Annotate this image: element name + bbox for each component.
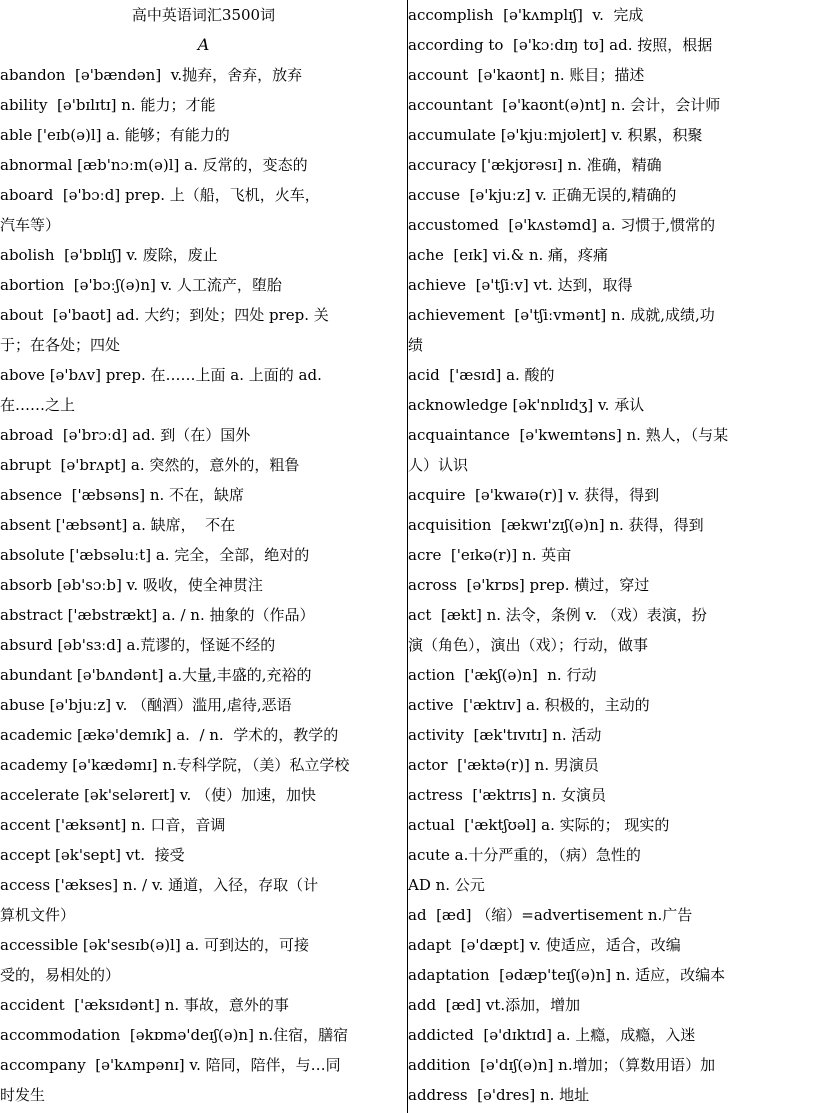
vocab-entry-line: accessible [ək'sesɪb(ə)l] a. 可到达的，可接 <box>0 936 309 954</box>
vocab-entry-line: AD n. 公元 <box>408 876 485 894</box>
vocab-entry-line: acquaintance [ə'kweɪntəns] n. 熟人，（与某 <box>408 426 729 444</box>
vocab-entry-line: addition [ə'dɪʃ(ə)n] n.增加；（算数用语）加 <box>408 1056 716 1074</box>
vocab-entry-line: accept [ək'sept] vt. 接受 <box>0 846 185 864</box>
vocab-entry-line: across [ə'krɒs] prep. 横过，穿过 <box>408 576 650 594</box>
vocab-entry-line: actor ['æktə(r)] n. 男演员 <box>408 756 599 774</box>
vocab-entry-line: 演（角色），演出（戏）；行动，做事 <box>408 636 649 654</box>
vocab-entry-line: 时发生 <box>0 1086 46 1104</box>
vocab-entry-line: acquire [ə'kwaɪə(r)] v. 获得，得到 <box>408 486 660 504</box>
vocab-entry-line: accelerate [ək'seləreɪt] v. （使）加速，加快 <box>0 786 316 804</box>
vocab-entry-line: able ['eɪb(ə)l] a. 能够；有能力的 <box>0 126 230 144</box>
vocab-entry-line: accuracy ['ækjʊrəsɪ] n. 准确，精确 <box>408 156 662 174</box>
vocab-entry-line: according to [ə'kɔːdɪŋ tʊ] ad. 按照，根据 <box>408 36 713 54</box>
vocab-entry-line: acid ['æsɪd] a. 酸的 <box>408 366 555 384</box>
vocab-entry-line: actual ['æktʃʊəl] a. 实际的； 现实的 <box>408 816 670 834</box>
vocab-entry-line: abundant [ə'bʌndənt] a.大量,丰盛的,充裕的 <box>0 666 312 684</box>
vocab-entry-line: abstract ['æbstrækt] a. / n. 抽象的（作品） <box>0 606 315 624</box>
vocab-entry-line: abroad [ə'brɔːd] ad. 到（在）国外 <box>0 426 251 444</box>
vocab-entry-line: accountant [ə'kaʊnt(ə)nt] n. 会计，会计师 <box>408 96 721 114</box>
vocab-entry-line: address [ə'dres] n. 地址 <box>408 1086 590 1104</box>
vocab-entry-line: actress ['æktrɪs] n. 女演员 <box>408 786 607 804</box>
vocab-entry-line: abolish [ə'bɒlɪʃ] v. 废除，废止 <box>0 246 218 264</box>
vocab-entry-line: accustomed [ə'kʌstəmd] a. 习惯于,惯常的 <box>408 216 716 234</box>
section-letter: A <box>197 35 210 54</box>
vocab-entry-line: acquisition [ækwɪ'zɪʃ(ə)n] n. 获得，得到 <box>408 516 704 534</box>
vocab-entry-line: 受的，易相处的） <box>0 966 121 984</box>
vocab-entry-line: about [ə'baʊt] ad. 大约；到处；四处 prep. 关 <box>0 306 329 324</box>
vocab-entry-line: aboard [ə'bɔːd] prep. 上（船，飞机，火车， <box>0 186 320 204</box>
vocab-entry-line: accommodation [əkɒmə'deɪʃ(ə)n] n.住宿，膳宿 <box>0 1026 349 1044</box>
vocab-entry-line: ache [eɪk] vi.& n. 痛，疼痛 <box>408 246 609 264</box>
vocab-entry-line: accumulate [ə'kjuːmjʊleɪt] v. 积累，积聚 <box>408 126 703 144</box>
vocab-entry-line: account [ə'kaʊnt] n. 账目；描述 <box>408 66 645 84</box>
page-title: 高中英语词汇3500词 <box>131 6 276 24</box>
vocab-entry-line: academy [ə'kædəmɪ] n.专科学院，（美）私立学校 <box>0 756 350 774</box>
vocab-entry-line: 算机文件） <box>0 906 76 924</box>
vocab-entry-line: abandon [ə'bændən] v.抛弃，舍弃，放弃 <box>0 66 303 84</box>
vocab-entry-line: action ['ækʃ(ə)n] n. 行动 <box>408 666 597 684</box>
vocab-entry-line: active ['æktɪv] a. 积极的，主动的 <box>408 696 650 714</box>
vocab-entry-line: 汽车等） <box>0 216 61 234</box>
vocab-entry-line: ability [ə'bɪlɪtɪ] n. 能力；才能 <box>0 96 216 114</box>
vocab-entry-line: 在……之上 <box>0 396 76 414</box>
vocab-entry-line: accuse [ə'kjuːz] v. 正确无误的,精确的 <box>408 186 677 204</box>
vocab-entry-line: abrupt [ə'brʌpt] a. 突然的，意外的，粗鲁 <box>0 456 300 474</box>
vocab-entry-line: absent ['æbsənt] a. 缺席， 不在 <box>0 516 236 534</box>
vocab-entry-line: 人）认识 <box>408 456 469 474</box>
vocab-entry-line: add [æd] vt.添加，增加 <box>408 996 581 1014</box>
vocab-entry-line: absorb [əb'sɔːb] v. 吸收，使全神贯注 <box>0 576 263 594</box>
vocab-entry-line: adapt [ə'dæpt] v. 使适应，适合，改编 <box>408 936 681 954</box>
vocab-entry-line: absurd [əb'sɜːd] a.荒谬的，怪诞不经的 <box>0 636 276 654</box>
vocab-entry-line: addicted [ə'dɪktɪd] a. 上瘾，成瘾，入迷 <box>408 1026 696 1044</box>
vocab-entry-line: accent ['æksənt] n. 口音，音调 <box>0 816 226 834</box>
vocab-entry-line: acre ['eɪkə(r)] n. 英亩 <box>408 546 572 564</box>
vocab-entry-line: accompany [ə'kʌmpənɪ] v. 陪同，陪伴，与…同 <box>0 1056 341 1074</box>
vocab-entry-line: adaptation [ədæp'teɪʃ(ə)n] n. 适应，改编本 <box>408 966 726 984</box>
vocab-entry-line: abuse [ə'bjuːz] v. （酗酒）滥用,虐待,恶语 <box>0 696 292 714</box>
vocab-entry-line: acute a.十分严重的，（病）急性的 <box>408 846 641 864</box>
vocab-entry-line: accident ['æksɪdənt] n. 事故，意外的事 <box>0 996 289 1014</box>
vocab-entry-line: acknowledge [ək'nɒlɪdʒ] v. 承认 <box>408 396 645 414</box>
vocab-entry-line: access ['ækses] n. / v. 通道，入径，存取（计 <box>0 876 319 894</box>
vocab-entry-line: absence ['æbsəns] n. 不在，缺席 <box>0 486 245 504</box>
vocab-entry-line: academic [ækə'demɪk] a. / n. 学术的，教学的 <box>0 726 339 744</box>
vocab-entry-line: accomplish [ə'kʌmplɪʃ] v. 完成 <box>408 6 644 24</box>
vocab-entry-line: activity [æk'tɪvɪtɪ] n. 活动 <box>408 726 602 744</box>
vocab-entry-line: absolute ['æbsəluːt] a. 完全，全部，绝对的 <box>0 546 310 564</box>
vocab-entry-line: 绩 <box>408 336 424 354</box>
vocab-entry-line: ad [æd] （缩）=advertisement n.广告 <box>408 906 693 924</box>
vocab-entry-line: abortion [ə'bɔːʃ(ə)n] v. 人工流产，堕胎 <box>0 276 282 294</box>
vocab-entry-line: above [ə'bʌv] prep. 在……上面 a. 上面的 ad. <box>0 366 322 384</box>
vocab-entry-line: abnormal [æb'nɔːm(ə)l] a. 反常的，变态的 <box>0 156 308 174</box>
vocab-entry-line: act [ækt] n. 法令，条例 v. （戏）表演，扮 <box>408 606 707 624</box>
vocab-entry-line: 于；在各处；四处 <box>0 336 121 354</box>
vocab-entry-line: achieve [ə'tʃiːv] vt. 达到，取得 <box>408 276 633 294</box>
vocab-entry-line: achievement [ə'tʃiːvmənt] n. 成就,成绩,功 <box>408 306 715 324</box>
right-column <box>408 0 814 1113</box>
